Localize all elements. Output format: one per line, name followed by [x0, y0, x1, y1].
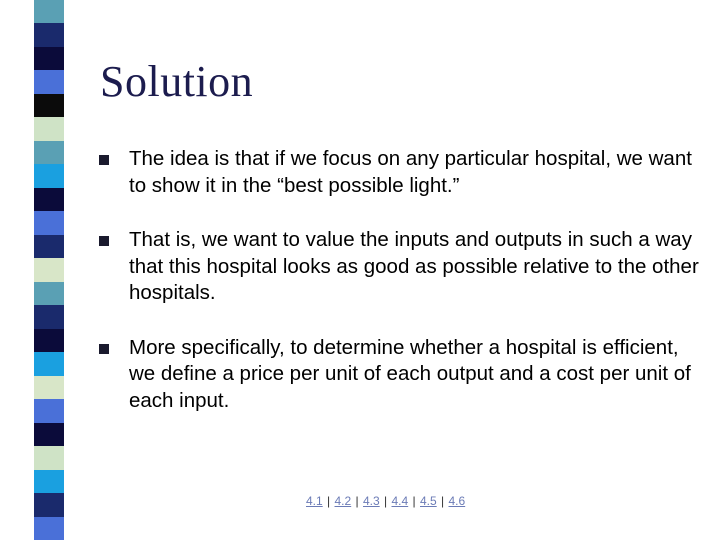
- section-nav: [306, 494, 465, 508]
- nav-link-4-5[interactable]: 4.5: [420, 494, 437, 508]
- square-bullet-icon: [99, 236, 109, 246]
- nav-link-4-2[interactable]: 4.2: [334, 494, 352, 508]
- decorative-stripe: [34, 305, 64, 329]
- bullet-text: That is, we want to value the inputs and outputs in such a way that this hospital looks as good as possible relative to the other hospitals.: [129, 228, 699, 304]
- bullet-item: [98, 227, 710, 307]
- decorative-stripe: [34, 0, 64, 24]
- square-bullet-icon: [99, 155, 109, 165]
- slide-title: Solution: [100, 57, 254, 106]
- decorative-stripe: [34, 164, 64, 188]
- decorative-stripe: [34, 470, 64, 494]
- decorative-stripe: [34, 446, 64, 470]
- decorative-stripe: [34, 282, 64, 306]
- bullet-list: [98, 146, 710, 442]
- decorative-stripe: [34, 47, 64, 71]
- decorative-stripe: [34, 188, 64, 212]
- nav-separator: |: [327, 494, 331, 508]
- decorative-stripe: [34, 235, 64, 259]
- nav-link-4-3[interactable]: 4.3: [363, 494, 380, 508]
- decorative-stripe: [34, 258, 64, 282]
- decorative-stripe: [34, 352, 64, 376]
- decorative-stripe: [34, 117, 64, 141]
- bullet-item: [98, 146, 710, 199]
- decorative-stripe: [34, 329, 64, 353]
- decorative-stripe: [34, 94, 64, 118]
- square-bullet-icon: [99, 344, 109, 354]
- nav-link-4-4[interactable]: 4.4: [391, 494, 409, 508]
- nav-link-4-1[interactable]: 4.1: [306, 494, 323, 508]
- decorative-stripe: [34, 23, 64, 47]
- decorative-stripe: [34, 141, 64, 165]
- decorative-stripe: [34, 423, 64, 447]
- bullet-text: More specifically, to determine whether a hospital is efficient, we define a price per unit of each output and a cost per unit of each input.: [129, 335, 691, 412]
- bullet-item: [98, 335, 710, 415]
- decorative-stripe: [34, 211, 64, 235]
- nav-separator: |: [355, 494, 359, 508]
- bullet-text: The idea is that if we focus on any particular hospital, we want to show it in the “best possible light.”: [129, 147, 692, 197]
- decorative-stripe: [34, 493, 64, 517]
- decorative-stripe: [34, 70, 64, 94]
- decorative-stripe: [34, 517, 64, 540]
- nav-separator: |: [412, 494, 416, 508]
- decorative-side-strip: [34, 0, 64, 540]
- decorative-stripe: [34, 376, 64, 400]
- decorative-stripe: [34, 399, 64, 423]
- nav-separator: |: [384, 494, 388, 508]
- nav-link-4-6[interactable]: 4.6: [448, 494, 466, 508]
- nav-separator: |: [441, 494, 445, 508]
